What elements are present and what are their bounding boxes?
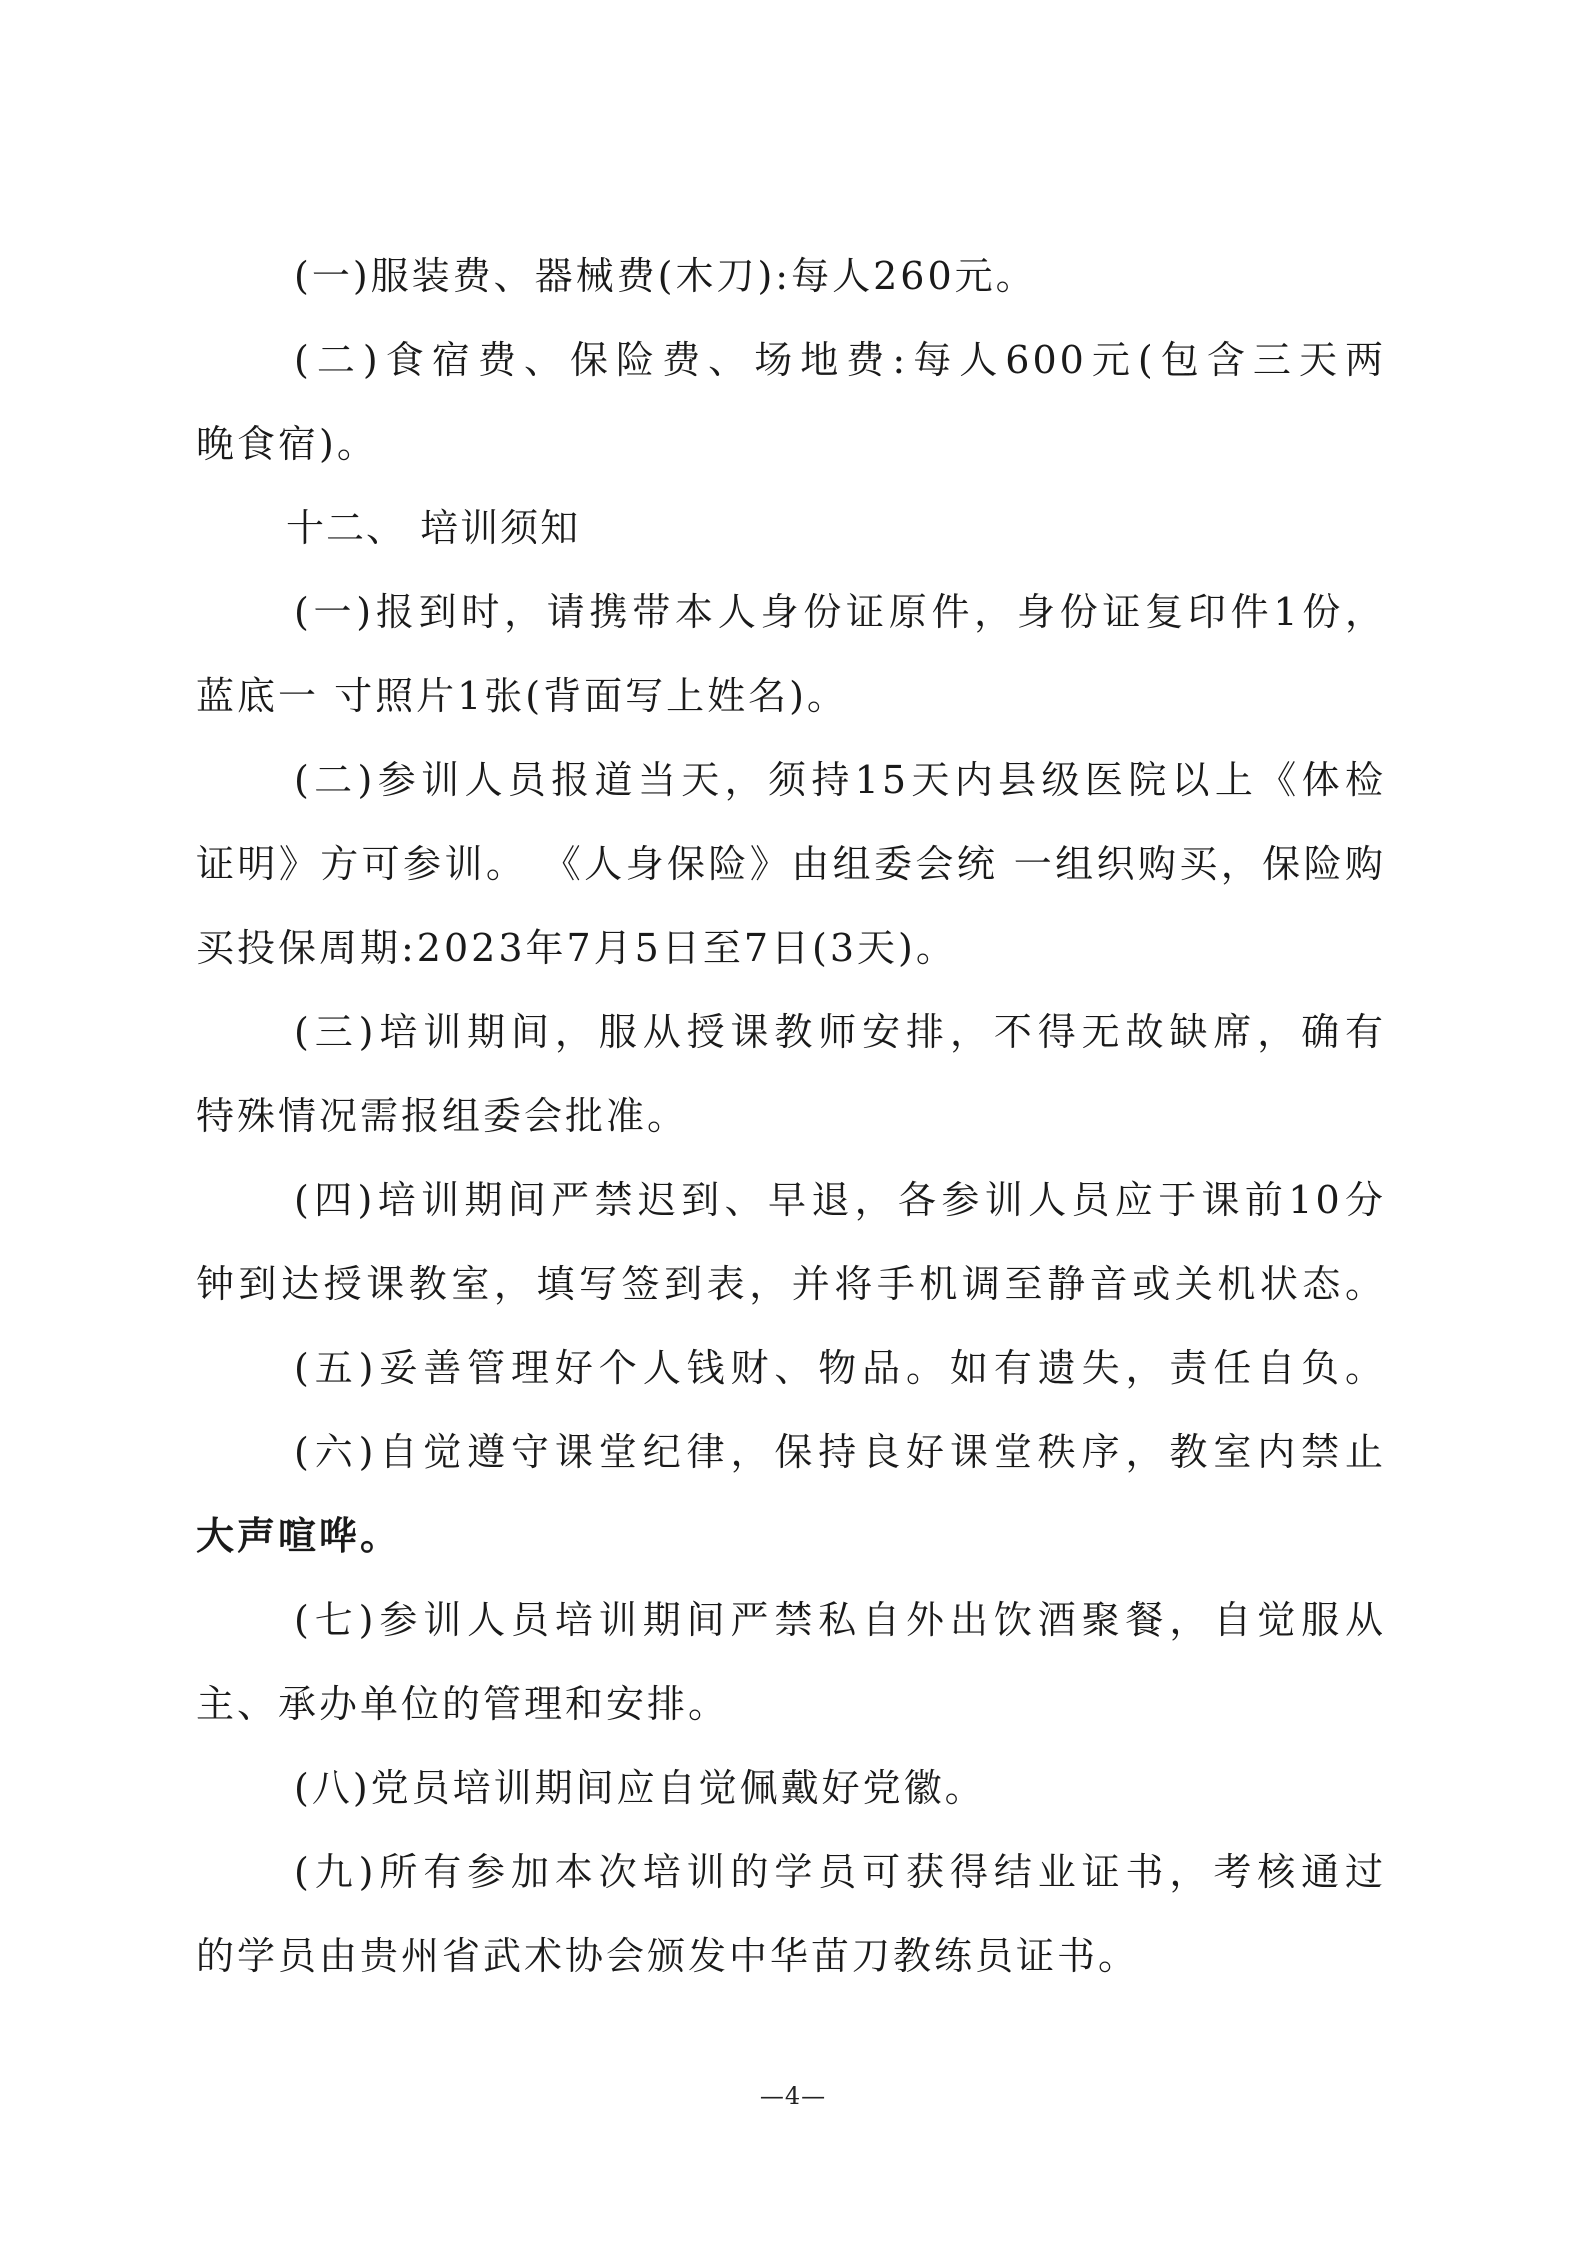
notice-6-line-1: (六)自觉遵守课堂纪律，保持良好课堂秩序，教室内禁止 <box>294 1430 1386 1474</box>
notice-2-line-3: 买投保周期:2023年7月5日至7日(3天)。 <box>196 926 957 970</box>
notice-4-line-1: (四)培训期间严禁迟到、早退，各参训人员应于课前10分 <box>294 1178 1386 1222</box>
notice-5: (五)妥善管理好个人钱财、物品。如有遗失，责任自负。 <box>294 1346 1386 1390</box>
notice-7-line-2: 主、承办单位的管理和安排。 <box>196 1682 730 1726</box>
notice-9-line-1: (九)所有参加本次培训的学员可获得结业证书，考核通过 <box>294 1850 1386 1894</box>
notice-1-line-1: (一)报到时，请携带本人身份证原件，身份证复印件1份， <box>294 590 1386 634</box>
fee-item-1: (一)服装费、器械费(木刀):每人260元。 <box>294 254 1037 298</box>
notice-2-line-1: (二)参训人员报道当天，须持15天内县级医院以上《体检 <box>294 758 1386 802</box>
notice-2-line-2: 证明》方可参训。 《人身保险》由组委会统 一组织购买，保险购 <box>196 842 1386 886</box>
fee-item-2-line-2: 晚食宿)。 <box>196 422 378 466</box>
section-heading-training-notice: 十二、 培训须知 <box>286 506 581 550</box>
notice-4-line-2: 钟到达授课教室，填写签到表，并将手机调至静音或关机状态。 <box>196 1262 1386 1306</box>
notice-7-line-1: (七)参训人员培训期间严禁私自外出饮酒聚餐，自觉服从 <box>294 1598 1386 1642</box>
notice-8: (八)党员培训期间应自觉佩戴好党徽。 <box>294 1766 986 1810</box>
notice-1-line-2: 蓝底一 寸照片1张(背面写上姓名)。 <box>196 674 848 718</box>
notice-3-line-2: 特殊情况需报组委会批准。 <box>196 1094 689 1138</box>
notice-6-line-2: 大声喧哗。 <box>196 1513 402 1558</box>
page-number: —4— <box>759 2082 827 2110</box>
notice-3-line-1: (三)培训期间，服从授课教师安排，不得无故缺席，确有 <box>294 1010 1386 1054</box>
notice-9-line-2: 的学员由贵州省武术协会颁发中华苗刀教练员证书。 <box>196 1934 1140 1978</box>
fee-item-2-line-1: (二)食宿费、保险费、场地费:每人600元(包含三天两 <box>294 338 1386 382</box>
